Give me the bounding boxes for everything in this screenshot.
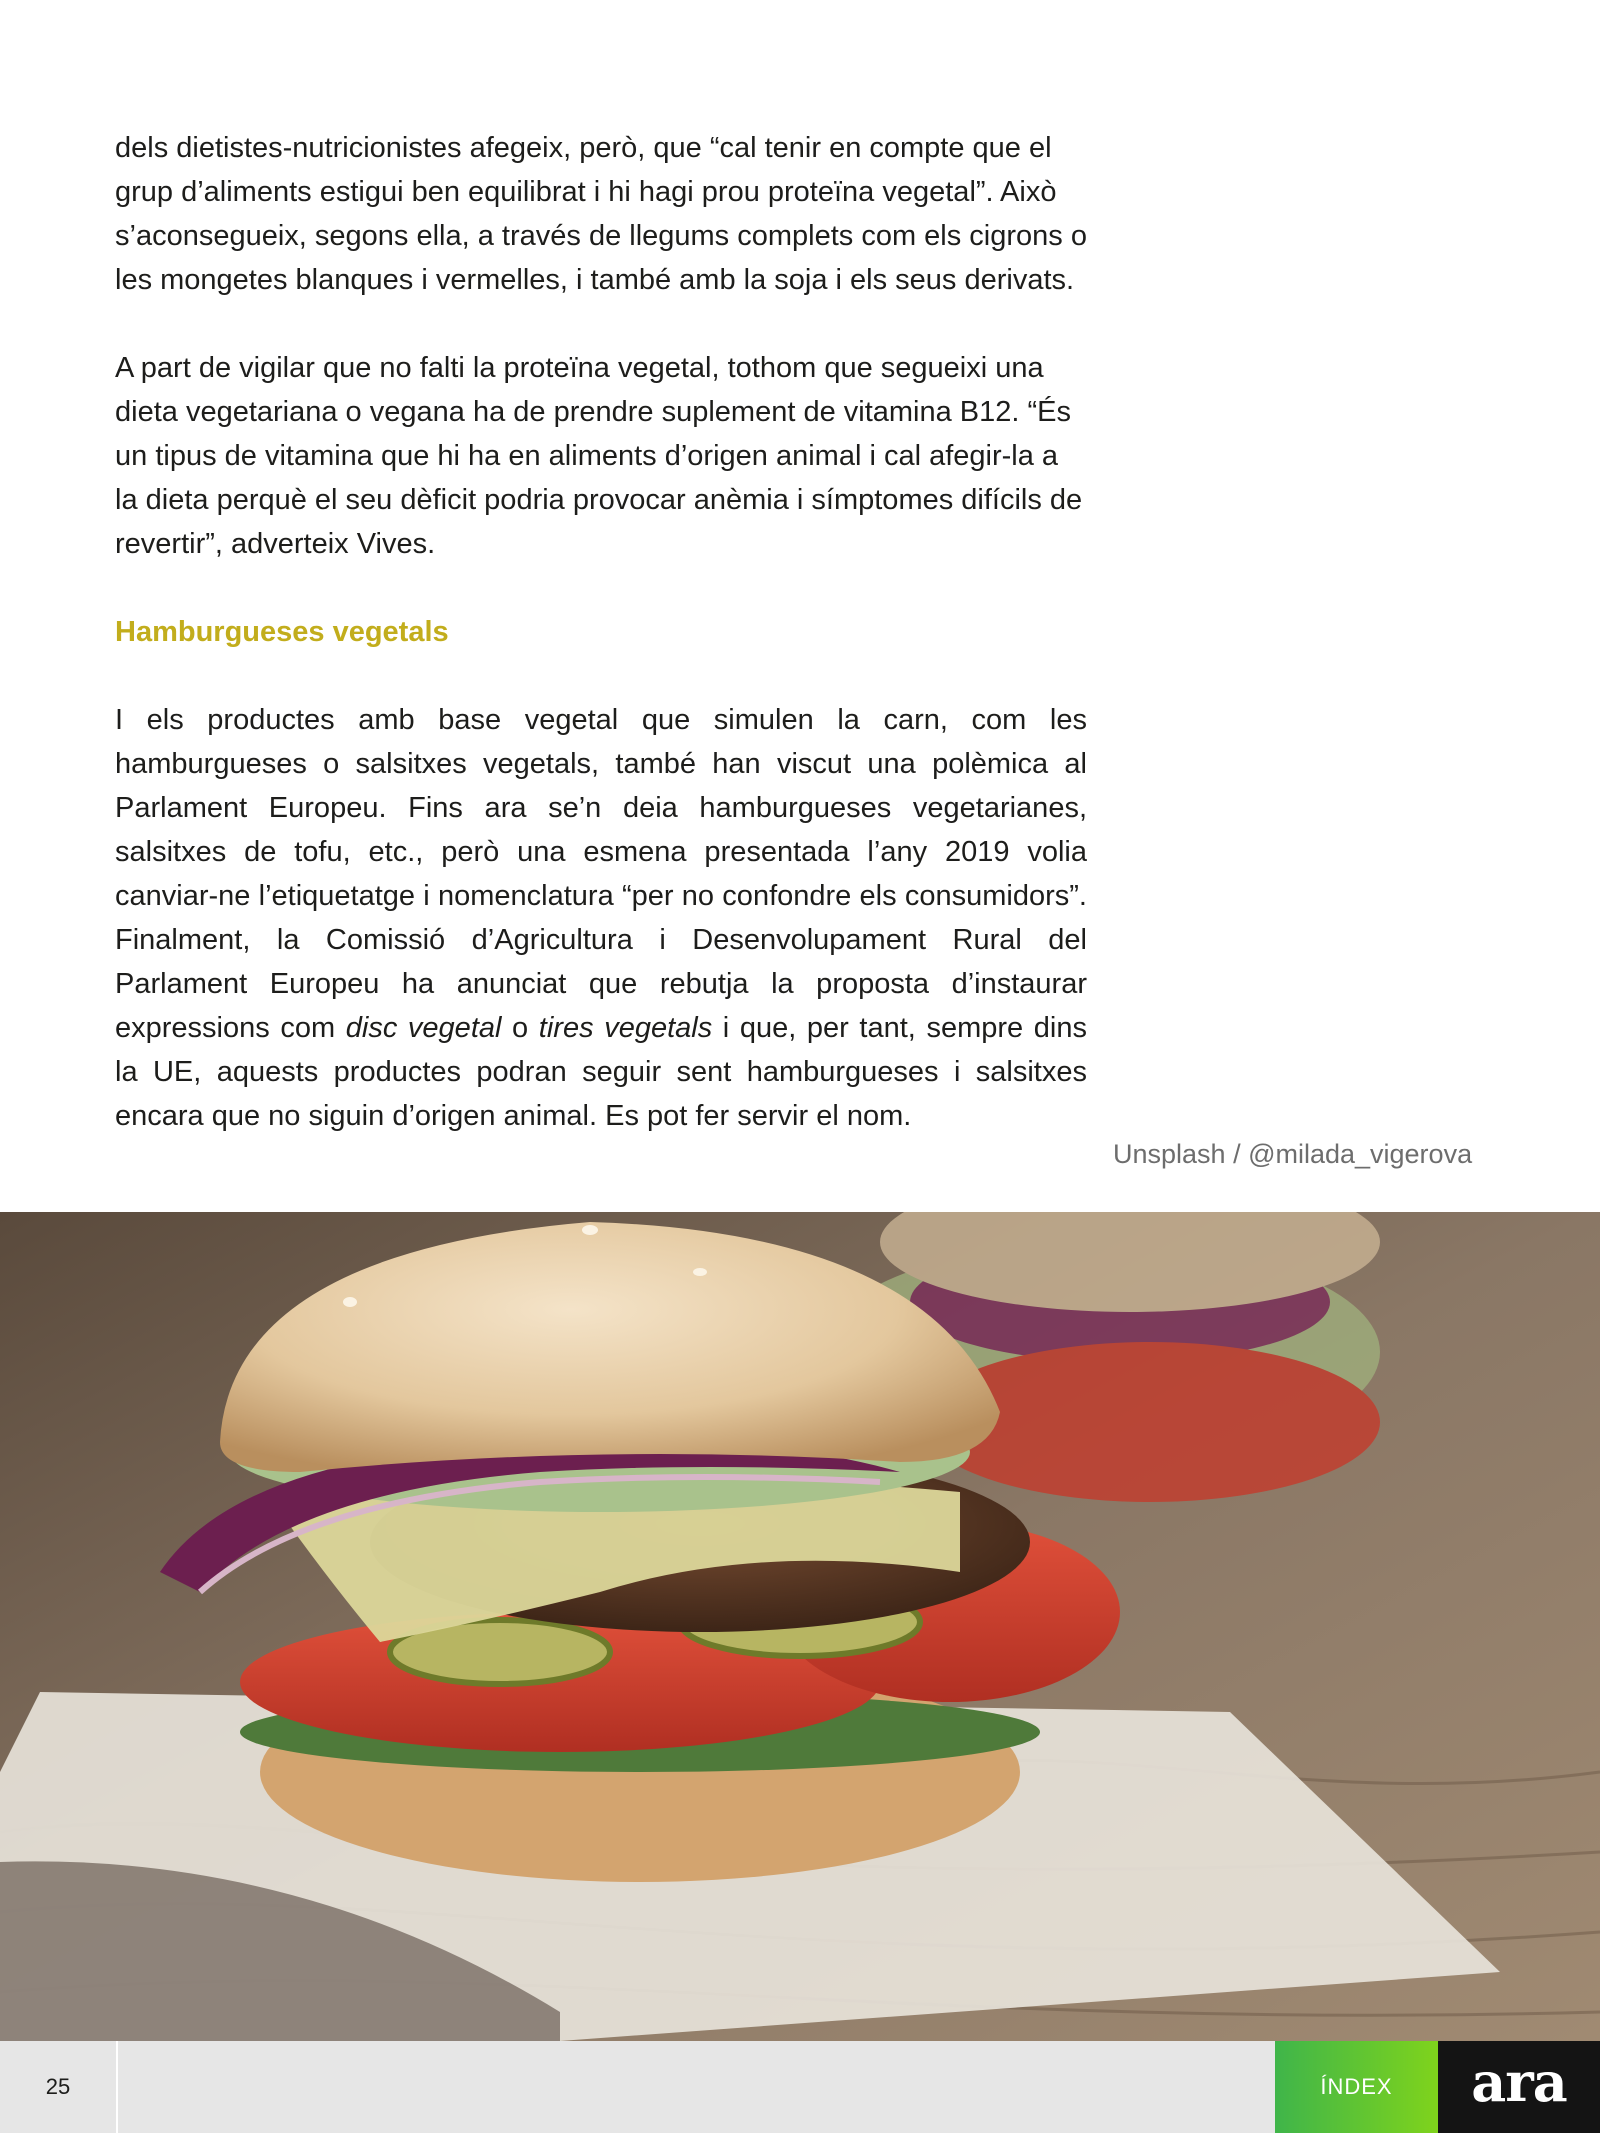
burger-photo [0,1212,1600,2041]
section-heading: Hamburgueses vegetals [115,616,449,648]
ara-logo[interactable]: ara [1438,2041,1600,2133]
paragraph-2: A part de vigilar que no falti la proteïna vegetal, tothom que segueixi una dieta vegetariana o vegana ha de prendre suplement de vitamina B12. “És un tipus de vitamina que hi ha en aliments d’origen animal i cal afegir-la a la dieta perquè el seu dèficit podria provocar anèmia i símptomes difícils de revertir”, adverteix Vives. [115,352,1083,560]
paragraph-3-part-b: o [501,1012,539,1044]
paragraph-3-part-c: i que, per tant, sempre dins la UE, aquests productes podran seguir sent hamburgueses i salsitxes encara que no siguin d’origen animal. Es pot fer servir el nom. [115,1012,1087,1132]
term-tires-vegetals: tires vegetals [538,1012,713,1044]
photo-credit: Unsplash / @milada_vigerova [1113,1139,1473,1169]
term-disc-vegetal: disc vegetal [345,1012,502,1044]
paragraph-3-part-a: I els productes amb base vegetal que simulen la carn, com les hamburgueses o salsitxes vegetals, també han viscut una polèmica al Parlament Europeu. Fins ara se’n deia hamburgueses vegetarianes, salsitxes de tofu, etc., però una esmena presentada l’any 2019 volia canviar-ne l’etiquetatge i nomenclatura “per no confondre els consumidors”. Finalment, la Comissió d’Agricultura i Desenvolupament Rural del Parlament Europeu ha anunciat que rebutja la proposta d’instaurar expressions com [115,704,1087,1044]
page-number: 25 [45,2074,71,2099]
page-footer [0,2041,1600,2133]
paragraph-1: dels dietistes-nutricionistes afegeix, però, que “cal tenir en compte que el grup d’aliments estigui ben equilibrat i hi hagi prou proteïna vegetal”. Això s’aconsegueix, segons ella, a través de llegums complets com els cigrons o les mongetes blanques i vermelles, i també amb la soja i els seus derivats. [115,132,1087,296]
paragraph-3 [115,698,1087,1138]
footer-divider [116,2041,118,2133]
article-body [115,126,1087,1138]
index-button[interactable]: ÍNDEX [1275,2041,1438,2133]
